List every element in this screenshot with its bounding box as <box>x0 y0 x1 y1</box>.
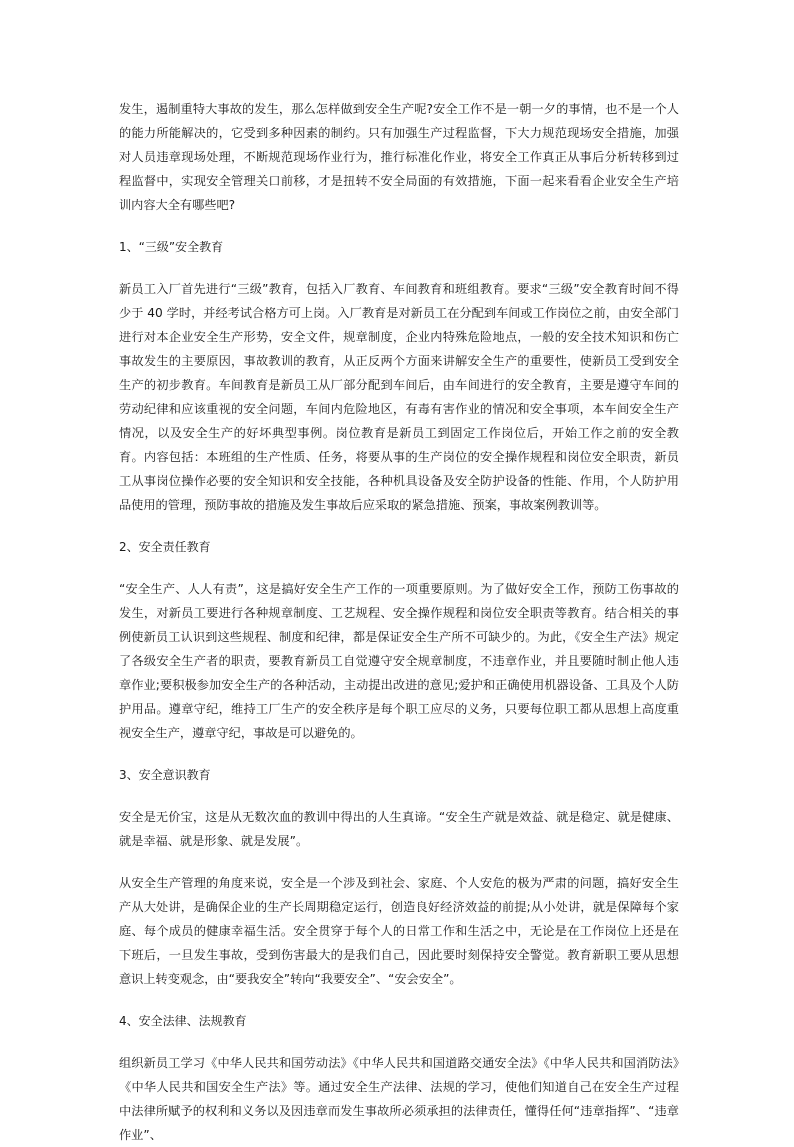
section-heading: 1、“三级”安全教育 <box>119 240 224 254</box>
section-paragraph: “安全生产、人人有责”，这是搞好安全生产工作的一项重要原则。为了做好安全工作，预防工伤事故的发生，对新员工要进行各种规章制度、工艺规程、安全操作规程和岗位安全职责等教育。结合相关的事例使新员工认识到这些规程、制度和纪律，都是保证安全生产所不可缺少的。为此，《安全生产法》规定了各级安全生产者的职责，要教育新员工自觉遵守安全规章制度，不违章作业，并且要随时制止他人违章作业;要积极参加安全生产的各种活动，主动提出改进的意见;爱护和正确使用机器设备、工具及个人防护用品。遵章守纪，维持工厂生产的安全秩序是每个职工应尽的义务，只要每位职工都从思想上高度重视安全生产，遵章守纪，事故是可以避免的。 <box>119 582 679 740</box>
section-heading: 3、安全意识教育 <box>119 768 211 782</box>
section-paragraph: 组织新员工学习《中华人民共和国劳动法》《中华人民共和国道路交通安全法》《中华人民共和国消防法》《中华人民共和国安全生产法》等。通过安全生产法律、法规的学习，使他们知道自己在安全生产过程中法律所赋予的权利和义务以及因违章而发生事故所必须承担的法律责任，懂得任何“违章指挥”、“违章作业”、 <box>119 1056 679 1142</box>
document-body <box>119 97 679 1147</box>
section-paragraph: 安全是无价宝，这是从无数次血的教训中得出的人生真谛。“安全生产就是效益、就是稳定、就是健康、就是幸福、就是形象、就是发展”。 <box>119 810 679 848</box>
section-paragraph: 从安全生产管理的角度来说，安全是一个涉及到社会、家庭、个人安危的极为严肃的问题，搞好安全生产从大处讲，是确保企业的生产长周期稳定运行，创造良好经济效益的前提;从小处讲，就是保障每个家庭、每个成员的健康幸福生活。安全贯穿于每个人的日常工作和生活之中，无论是在工作岗位上还是在下班后，一旦发生事故，受到伤害最大的是我们自己，因此要时刻保持安全警觉。教育新职工要从思想意识上转变观念，由“要我安全”转向“我要安全”、“安会安全”。 <box>119 876 679 986</box>
section-paragraph: 新员工入厂首先进行“三级”教育，包括入厂教育、车间教育和班组教育。要求“三级”安全教育时间不得少于 40 学时，并经考试合格方可上岗。入厂教育是对新员工在分配到车间或工作岗位之前，由安全部门进行对本企业安全生产形势，安全文件，规章制度，企业内特殊危险地点，一般的安全技术知识和伤亡事故发生的主要原因，事故教训的教育，从正反两个方面来讲解安全生产的重要性，使新员工受到安全生产的初步教育。车间教育是新员工从厂部分配到车间后，由车间进行的安全教育，主要是遵守车间的劳动纪律和应该重视的安全问题，车间内危险地区，有毒有害作业的情况和安全事项，本车间安全生产情况，以及安全生产的好坏典型事例。岗位教育是新员工到固定工作岗位后，开始工作之前的安全教育。内容包括：本班组的生产性质、任务，将要从事的生产岗位的安全操作规程和岗位安全职责，新员工从事岗位操作必要的安全知识和安全技能，各种机具设备及安全防护设备的性能、作用，个人防护用品使用的管理，预防事故的措施及发生事故后应采取的紧急措施、预案，事故案例教训等。 <box>119 282 679 512</box>
section-heading: 4、安全法律、法规教育 <box>119 1014 247 1028</box>
section-heading: 2、安全责任教育 <box>119 540 211 554</box>
intro-paragraph: 发生，遏制重特大事故的发生，那么怎样做到安全生产呢?安全工作不是一朝一夕的事情，也不是一个人的能力所能解决的，它受到多种因素的制约。只有加强生产过程监督，下大力规范现场安全措施，加强对人员违章现场处理，不断规范现场作业行为，推行标准化作业，将安全工作真正从事后分析转移到过程监督中，实现安全管理关口前移，才是扭转不安全局面的有效措施，下面一起来看看企业安全生产培训内容大全有哪些吧? <box>119 102 679 212</box>
